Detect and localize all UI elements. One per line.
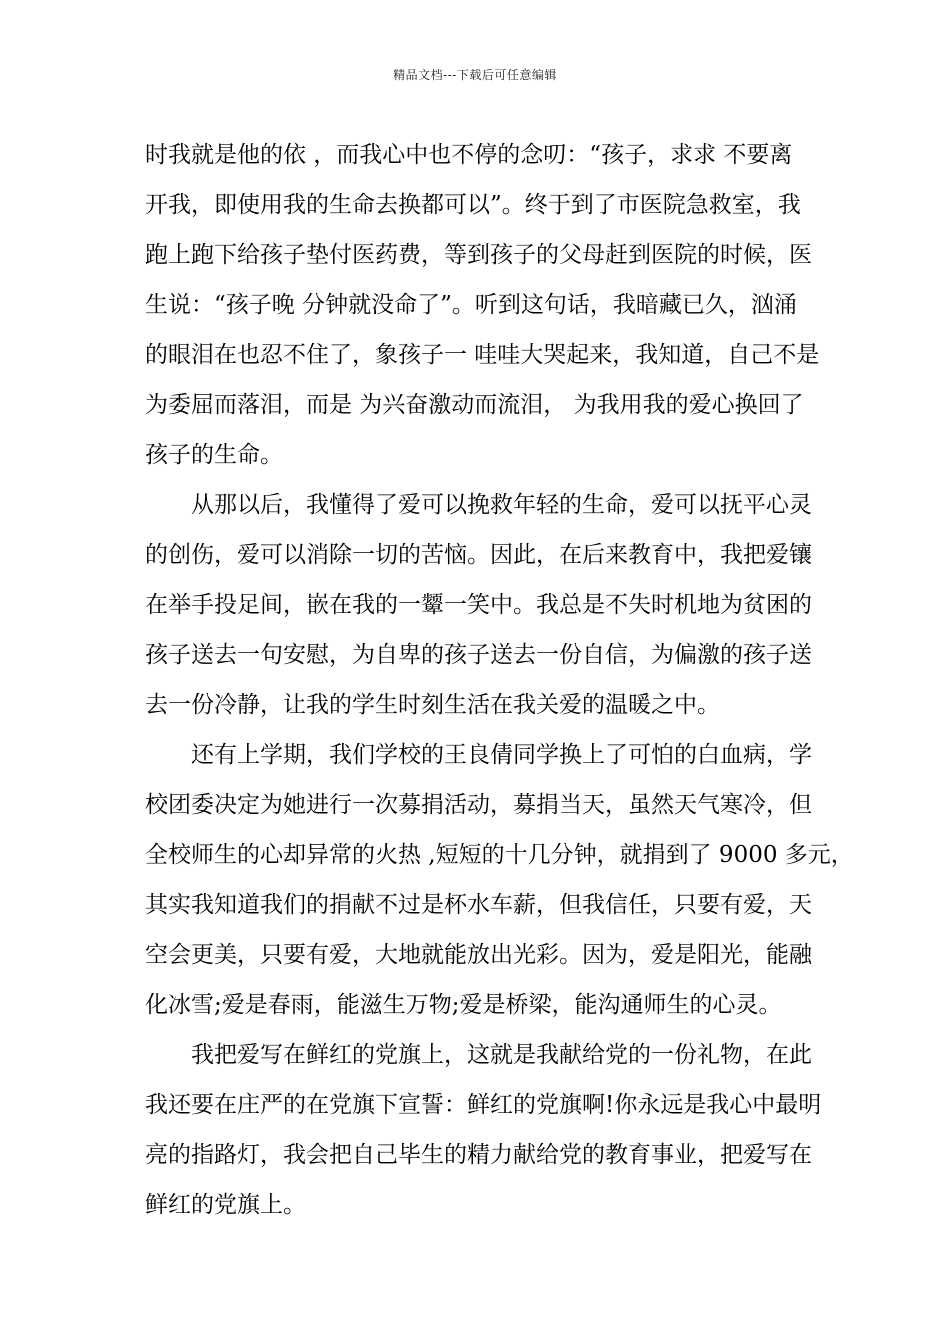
document-body [145, 130, 854, 1230]
text-line: 我还要在庄严的在党旗下宣誓：鲜红的党旗啊!你永远是我心中最明 [145, 1092, 822, 1118]
text-line: 孩子的生命。 [145, 442, 283, 468]
text-line: 鲜红的党旗上。 [145, 1192, 306, 1218]
text-line: 的眼泪在也忍不住了，象孩子一 哇哇大哭起来，我知道，自己不是 [145, 342, 820, 368]
text-line: 从那以后，我懂得了爱可以挽救年轻的生命，爱可以抚平心灵 [191, 492, 812, 518]
paragraph-4 [145, 1030, 822, 1230]
text-line: 跑上跑下给孩子垫付医药费，等到孩子的父母赶到医院的时候，医 [145, 242, 812, 268]
text-line: 时我就是他的依 ，而我心中也不停的念叨：“孩子，求求 不要离 [145, 142, 793, 168]
text-line: 校团委决定为她进行一次募捐活动，募捐当天，虽然天气寒冷，但 [145, 792, 812, 818]
text-line: 还有上学期，我们学校的王良倩同学换上了可怕的白血病，学 [191, 742, 812, 768]
paragraph-3 [145, 730, 854, 1030]
text-line: 的创伤，爱可以消除一切的苦恼。因此，在后来教育中，我把爱镶 [145, 542, 812, 568]
text-line: 我把爱写在鲜红的党旗上，这就是我献给党的一份礼物，在此 [191, 1042, 812, 1068]
text-line: 在举手投足间，嵌在我的一颦一笑中。我总是不失时机地为贫困的 [145, 592, 812, 618]
text-line: 其实我知道我们的捐献不过是杯水车薪，但我信任，只要有爱，天 [145, 892, 812, 918]
text-line: 为委屈而落泪，而是 为兴奋激动而流泪， 为我用我的爱心换回了 [145, 392, 804, 418]
page-header: 精品文档---下载后可任意编辑 [393, 68, 557, 82]
text-line: 生说：“孩子晚 分钟就没命了”。听到这句话，我暗藏已久，汹涌 [145, 292, 797, 318]
text-line: 去一份冷静，让我的学生时刻生活在我关爱的温暖之中。 [145, 692, 720, 718]
text-line: 化冰雪;爱是春雨，能滋生万物;爱是桥梁，能沟通师生的心灵。 [145, 992, 782, 1018]
text-line: 亮的指路灯，我会把自己毕生的精力献给党的教育事业，把爱写在 [145, 1142, 812, 1168]
paragraph-1 [145, 130, 820, 480]
text-line: 全校师生的心却异常的火热 ,短短的十几分钟，就捐到了 9000 多元， [145, 842, 854, 868]
paragraph-2 [145, 480, 815, 730]
text-line: 孩子送去一句安慰，为自卑的孩子送去一份自信，为偏激的孩子送 [145, 642, 812, 668]
text-line: 开我，即使用我的生命去换都可以”。终于到了市医院急救室，我 [145, 192, 801, 218]
text-line: 空会更美，只要有爱，大地就能放出光彩。因为，爱是阳光，能融 [145, 942, 812, 968]
